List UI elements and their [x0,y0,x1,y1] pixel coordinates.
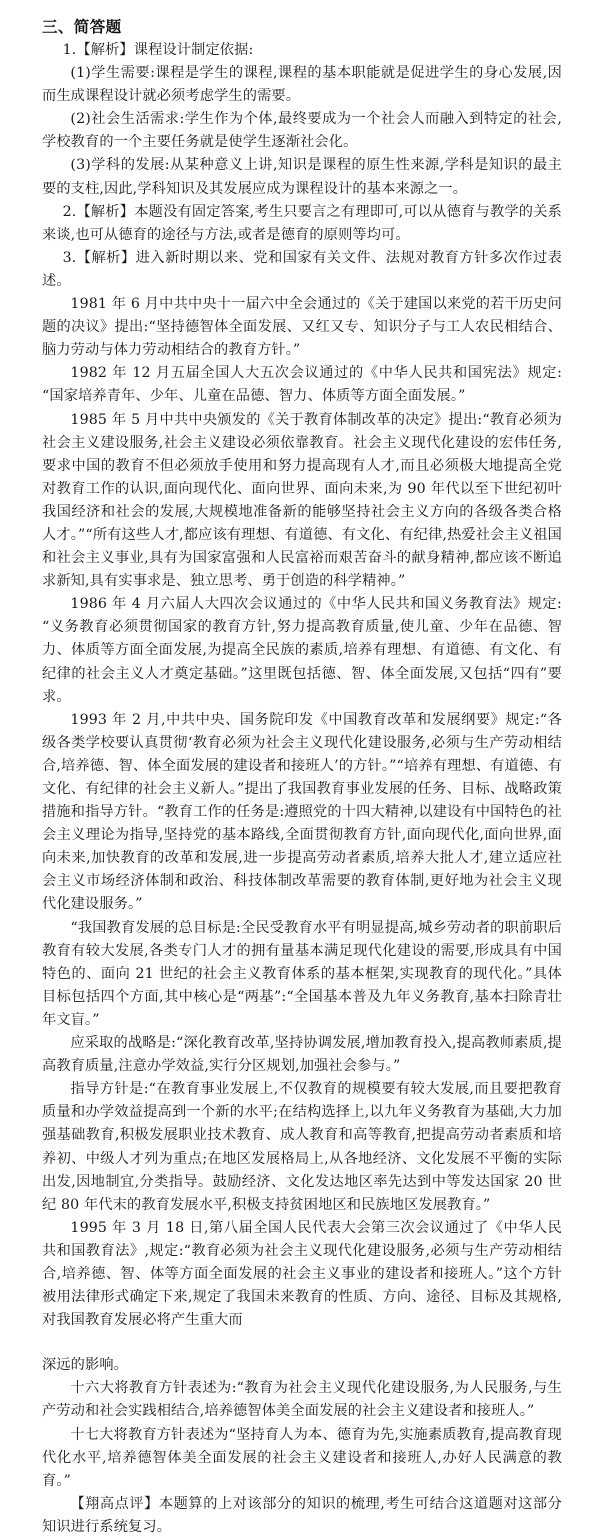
paragraph-doc-goal: “我国教育发展的总目标是:全民受教育水平有明显提高,城乡劳动者的职前职后教育有较大发展,各类专门人才的拥有量基本满足现代化建设的需要,形成具有中国特色的、面向 21 世纪的社会主义教育体系的基本框架,实现教育的现代化。”具体目标包括四个方面,其中核心是“两基”:“全国基本普及九年义务教育,基本扫除青壮年文盲。” [42,919,562,1028]
paragraph-doc-1995-tail: 深远的影响。 [42,1357,129,1374]
paragraph-doc-16th: 十六大将教育方针表述为:“教育为社会主义现代化建设服务,为人民服务,与生产劳动和社会实践相结合,培养德智体美全面发展的社会主义建设者和接班人。” [42,1380,562,1420]
paragraph-q1-point-1: (1)学生需要:课程是学生的课程,课程的基本职能就是促进学生的身心发展,因而生成课程设计就必须考虑学生的需要。 [42,65,562,105]
paragraph-doc-1985: 1985 年 5 月中共中央颁发的《关于教育体制改革的决定》提出:“教育必须为社会主义建设服务,社会主义建设必须依靠教育。社会主义现代化建设的宏伟任务,要求中国的教育不但必须放手使用和努力提高现有人才,而且必须极大地提高全党对教育工作的认识,面向现代化、面向世界、面向未来,为 90 年代以至下世纪初叶我国经济和社会的发展,大规模地准备新的能够坚持社会主义方向的各级各类合格人才。”“所有这些人才,都应该有理想、有道德、有文化、有纪律,热爱社会主义祖国和社会主义事业,具有为国家富强和人民富裕而艰苦奋斗的献身精神,都应该不断追求新知,具有实事求是、独立思考、勇于创造的科学精神。” [42,411,562,590]
paragraph-doc-1993: 1993 年 2 月,中共中央、国务院印发《中国教育改革和发展纲要》规定:“各级各类学校要认真贯彻‘教育必须为社会主义现代化建设服务,必须与生产劳动相结合,培养德、智、体全面发展的建设者和接班人’的方针。”“培养有理想、有道德、有文化、有纪律的社会主义新人。”提出了我国教育事业发展的任务、目标、战略政策措施和指导方针。“教育工作的任务是:遵照党的十四大精神,以建设有中国特色的社会主义理论为指导,坚持党的基本路线,全面贯彻教育方针,面向现代化,面向世界,面向未来,加快教育的改革和发展,进一步提高劳动者素质,培养大批人才,建立适应社会主义市场经济体制和政治、科技体制改革需要的教育体制,更好地为社会主义现代化建设服务。” [42,711,562,913]
page-title: 三、简答题 [42,18,122,36]
paragraph-doc-1986: 1986 年 4 月六届人大四次会议通过的《中华人民共和国义务教育法》规定:“义务教育必须贯彻国家的教育方针,努力提高教育质量,使儿童、少年在品德、智力、体质等方面全面发展,为提高全民族的素质,培养有理想、有道德、有文化、有纪律的社会主义人才奠定基础。”这里既包括德、智、体全面发展,又包括“四有”要求。 [42,596,562,705]
paragraph-q1-point-2: (2)社会生活需求:学生作为个体,最终要成为一个社会人而融入到特定的社会,学校教育的一个主要任务就是使学生逐渐社会化。 [42,111,562,151]
paragraph-doc-strategy: 应采取的战略是:“深化教育改革,坚持协调发展,增加教育投入,提高教师素质,提高教育质量,注意办学效益,实行分区规划,加强社会参与。” [42,1035,562,1075]
paragraph-q1-point-3: (3)学科的发展:从某种意义上讲,知识是课程的原生性来源,学科是知识的最主要的支柱,因此,学科知识及其发展应成为课程设计的基本来源之一。 [42,157,562,197]
paragraph-doc-guideline: 指导方针是:“在教育事业发展上,不仅教育的规模要有较大发展,而且要把教育质量和办学效益提高到一个新的水平;在结构选择上,以九年义务教育为基础,大力加强基础教育,积极发展职业技术教育、成人教育和高等教育,把提高劳动者素质和培养初、中级人才列为重点;在地区发展格局上,从各地经济、文化发展不平衡的实际出发,因地制宜,分类指导。鼓励经济、文化发达地区率先达到中等发达国家 20 世纪 80 年代末的教育发展水平,积极支持贫困地区和民族地区发展教育。” [42,1081,562,1213]
paragraph-doc-1981: 1981 年 6 月中共中央十一届六中全会通过的《关于建国以来党的若干历史问题的决议》提出:“坚持德智体全面发展、又红又专、知识分子与工人农民相结合、脑力劳动与体力劳动相结合的教育方针。” [42,296,562,359]
paragraph-expert-comment: 【翔高点评】本题算的上对该部分的知识的梳理,考生可结合这道题对这部分知识进行系统复习。 [42,1495,562,1535]
document-body [42,16,562,1539]
paragraph-doc-1982: 1982 年 12 月五届全国人大五次会议通过的《中华人民共和国宪法》规定:“国家培养青年、少年、儿童在品德、智力、体质等方面全面发展。” [42,365,562,405]
paragraph-q2-analysis: 2.【解析】本题没有固定答案,考生只要言之有理即可,可以从德育与教学的关系来谈,也可从德育的途径与方法,或者是德育的原则等均可。 [42,203,562,243]
paragraph-doc-1995: 1995 年 3 月 18 日,第八届全国人民代表大会第三次会议通过了《中华人民共和国教育法》,规定:“教育必须为社会主义现代化建设服务,必须与生产劳动相结合,培养德、智、体等方面全面发展的社会主义事业的建设者和接班人。”这个方针被用法律形式确定下来,规定了我国未来教育的性质、方向、途径、目标及其规格,对我国教育发展必将产生重大而 [42,1219,562,1329]
paragraph-doc-17th: 十七大将教育方针表述为“坚持育人为本、德育为先,实施素质教育,提高教育现代化水平,培养德智体美全面发展的社会主义建设者和接班人,办好人民满意的教育。” [42,1426,562,1489]
paragraph-q1-analysis: 1.【解析】课程设计制定依据: [62,42,254,58]
paragraph-q3-analysis: 3.【解析】进入新时期以来、党和国家有关文件、法规对教育方针多次作过表述。 [42,249,562,289]
